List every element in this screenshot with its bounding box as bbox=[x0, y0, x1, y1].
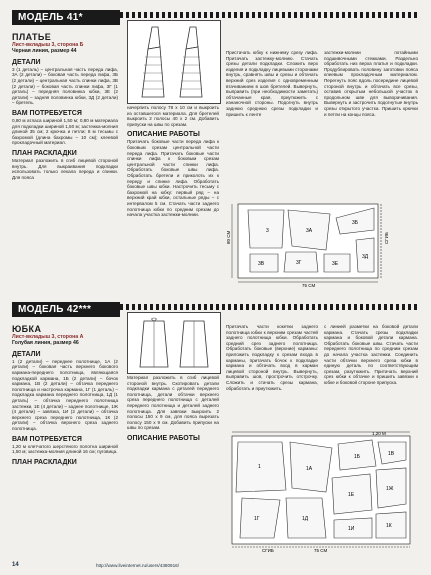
source-url[interactable]: http://www.liveinternet.ru/users/4380916/ bbox=[96, 563, 179, 568]
draft41-label-1: 3А bbox=[306, 228, 313, 234]
decorative-stripe-2 bbox=[120, 304, 420, 310]
model42-need-heading: ВАМ ПОТРЕБУЕТСЯ bbox=[12, 435, 82, 443]
model41-title: ПЛАТЬЕ bbox=[12, 32, 52, 42]
model41-col4 bbox=[324, 50, 418, 117]
model41-sheet: Лист-вкладыш 3, сторона Б bbox=[12, 42, 84, 48]
pattern-layout-41 bbox=[226, 200, 421, 288]
model41-pattern-draft bbox=[226, 200, 421, 288]
model41-parts-heading: ДЕТАЛИ bbox=[12, 58, 41, 66]
model41-need-heading: ВАМ ПОТРЕБУЕТСЯ bbox=[12, 109, 82, 117]
model42-col3 bbox=[226, 324, 318, 391]
model41-col2 bbox=[127, 105, 219, 218]
model42-col1 bbox=[12, 324, 118, 467]
model42-pattern-draft bbox=[222, 430, 420, 554]
skirt-illustration bbox=[127, 312, 221, 374]
draft42-label-2: 1Б bbox=[354, 454, 361, 460]
draft42-label-8: 1И bbox=[348, 526, 355, 532]
draft42-label-4: 1Г bbox=[254, 516, 260, 522]
draft42-label-9: 1К bbox=[386, 523, 392, 529]
model41-work-text: Притачать боковые части переда лифа к боковым срезам центральной части переда лифа. Притачать боковые части спинки лифа к боковым срезам центральной части спинки лифа. Обработать боковые швы лифа. Обработать бретели и приколоть их к переду и спинке лифа. Обработать боковые швы юбки. Настрочить тесьму с бахромой на юбку: первый ряд – на верхний край юбки, остальные ряды – с интервалом 5 см. Стачать части заднего полотнища юбки по средним срезам до начала участка застежки-молнии. bbox=[127, 139, 219, 218]
model41-banner: МОДЕЛЬ 41* bbox=[12, 10, 120, 25]
draft42-label-3: 1В bbox=[388, 451, 395, 457]
dress-sketch-image bbox=[128, 21, 220, 103]
model41-header bbox=[12, 10, 120, 25]
model42-work-text: Притачать части кокетки заднего полотнища юбки к верхним срезам частей заднего полотнища юбки. Обработать средний срез заднего полотнища. Обработать боковые (верхние) карманы: приложить подкладку к срезам входа в карманы, притачать бочок к подкладке кармана и обтачать вход в карман лицевой стороной внутрь. Вывернуть, выправить шов, прострочить отстрочку. Сложить и стачать срезы кармана, обработать и приутюжить. bbox=[226, 324, 318, 391]
draft42-label-7: 1Ж bbox=[386, 486, 394, 492]
page-number: 14 bbox=[12, 562, 19, 568]
draft42-width: 75 СМ bbox=[314, 548, 328, 553]
model41-layout-text: Материал разложить в сгиб лицевой стороной внутрь. Для выкраивания подкладки использовать только лекала переда и спинки. Для пояса bbox=[12, 157, 118, 180]
model42-work-heading: ОПИСАНИЕ РАБОТЫ bbox=[127, 434, 200, 442]
draft41-label-5: 3Е bbox=[332, 261, 339, 267]
model42-banner: МОДЕЛЬ 42*** bbox=[12, 302, 120, 317]
model42-header bbox=[12, 302, 120, 317]
draft42-label-6: 1Е bbox=[348, 492, 355, 498]
model42-col4 bbox=[324, 324, 418, 386]
skirt-sketch-image bbox=[128, 313, 220, 373]
draft41-width: 75 СМ bbox=[302, 283, 316, 288]
model41-col3-text: Пристачать юбку к нижнему срезу лифа. Притачать застежку-молнию. Стачать срезы детали подкладки. Сложить верх изделия и подкладку лицевыми сторонами внутрь, сравнять швы и срезы и обтачать верхний срез изделия с одновременным втачиванием в шов бретелей. Вывернуть, выправить (при необходимости заметать) обтачанные края, приутюжить с изнаночной стороны. Подогнуть внутрь заднюю среднюю срезы подкладки и пришить к ленте bbox=[226, 50, 318, 117]
draft41-label-6: 3Д bbox=[362, 254, 369, 260]
model41-col1 bbox=[12, 32, 118, 180]
draft42-fold: СГИБ bbox=[262, 548, 274, 553]
model41-need-text: 0,80 м атласа шириной 1,50 м; 0,80 м материала для подкладки шириной 1,50 м; застежка-молния длиной 35 см; 2 крючка и петли; 8 м тесьмы с бахромой (длина бахромы – 10 см); клеевой прокладочный материал. bbox=[12, 117, 118, 146]
draft41-fold: СГИБ bbox=[384, 232, 389, 244]
draft42-label-0: 1 bbox=[258, 464, 261, 470]
draft41-label-0: 3 bbox=[266, 228, 269, 234]
dress-illustration bbox=[127, 20, 221, 104]
model42-sheet: Лист-вкладыш 3, сторона А bbox=[12, 334, 84, 340]
model42-col2 bbox=[127, 375, 219, 443]
model42-layout-text: Материал разложить в сгиб лицевой стороной внутрь. Скотировать детали подкладки кармана с деталей переднего полотнища, детали обтачки верхнего среза переднего полотнища с деталей переднего полотнища и деталей заднего полотнища. Для завязки выкроить 2 полосы 150 х 9 см, для пояса вырезать полосу 150 х 9 см. Добавить припуски на швы по срезам. bbox=[127, 375, 219, 431]
model42-need-text: 1,20 м клетчатого шерстяного полотна шириной 1,50 м; застежка-молния длиной 16 см; пуговица. bbox=[12, 443, 118, 455]
model42-col4-text: с линией разметки на боковой детали кармана. Стачать срезы подкладки кармана и боковой детали кармана. Обработать боковые швы. Стачать части переднего полотнища по средним срезам до начала участка застежки. Соединить части обтачки верхнего среза юбки в единую деталь по соответствующим срезам, разутюжить. Притачать верхний срез юбки к обтачке и пришить завязки к юбке и боковой стороне припуска. bbox=[324, 324, 418, 385]
decorative-stripe bbox=[120, 12, 420, 18]
draft41-label-3: 3В bbox=[258, 261, 265, 267]
draft41-label-2: 3Б bbox=[352, 220, 359, 226]
model41-parts-text: 3 (1 деталь) – центральная часть переда лифа, 3А (2 детали) – боковая часть переда лифа, 3Б (2 детали) – центральная часть спинки лифа, 3В (2 детали) – боковая часть спинки лифа, 3Г (1 деталь) – передняя половинка юбки, 3Е (2 детали) – задняя половинка юбки, 3Д (2 детали) – бретель. bbox=[12, 66, 118, 106]
draft42-height: 1,20 М bbox=[372, 431, 386, 436]
model41-work-heading: ОПИСАНИЕ РАБОТЫ bbox=[127, 131, 200, 139]
model42-layout-heading: ПЛАН РАСКЛАДКИ bbox=[12, 458, 77, 466]
draft41-height: 80 СМ bbox=[226, 230, 231, 244]
model41-layout-heading: ПЛАН РАСКЛАДКИ bbox=[12, 149, 77, 157]
draft42-label-5: 1Д bbox=[302, 516, 309, 522]
model42-parts-heading: ДЕТАЛИ bbox=[12, 350, 41, 358]
draft41-label-4: 3Г bbox=[296, 260, 302, 266]
model41-col2-top: начерпить полосу 78 х 10 см и выкроить из оставшегося материала. Для бретелей выкроить 2 полосы 40 х 2 см. Добавить припуски на швы по срезам. bbox=[127, 105, 219, 127]
model41-col3 bbox=[226, 50, 318, 117]
model41-col4-text: застежки-молнии потайными подшивочными стежками. Раздельно обработать низ верха платья и подкладки. Продублировать половину заготовки пояса клеевым прокладочным материалом. Перегнуть пояс вдоль посередине лицевой стороной внутрь и обтачать все срезы, оставив открытым небольшой участок в продольном шве для выворачивания. Вывернуть и застрочить подогнутые внутрь срезы открытого участка. Пришить крючки и петли на концы пояса. bbox=[324, 50, 418, 117]
model41-line: Черная линия, размер 44 bbox=[12, 48, 77, 55]
model42-title: ЮБКА bbox=[12, 324, 42, 334]
draft42-label-1: 1А bbox=[306, 466, 313, 472]
pattern-layout-42 bbox=[222, 430, 420, 554]
model42-line: Голубая линия, размер 46 bbox=[12, 340, 79, 347]
model42-parts-text: 1 (2 детали) – переднее полотнище, 1А (2 детали) – боковая часть верхнего бокового кармана-переднего полотнища, являющаяся подкладкой кармана, 1Б (2 детали) – бочок кармана, 1В (2 детали) – обтачка переднего полотнища и настрочка кармана, 1Г (1 деталь) – подкладка кармана переднего полотнища, 1Д (1 деталь) – обтачка переднего полотнища застежки, 1Е (4 детали) – заднее полотнище, 1Ж (4 детали) – завязка, 1И (2 детали) – обтачка верхнего среза переднего полотнища, 1К (2 детали) – обтачка верхнего среза заднего полотнища. bbox=[12, 358, 118, 431]
